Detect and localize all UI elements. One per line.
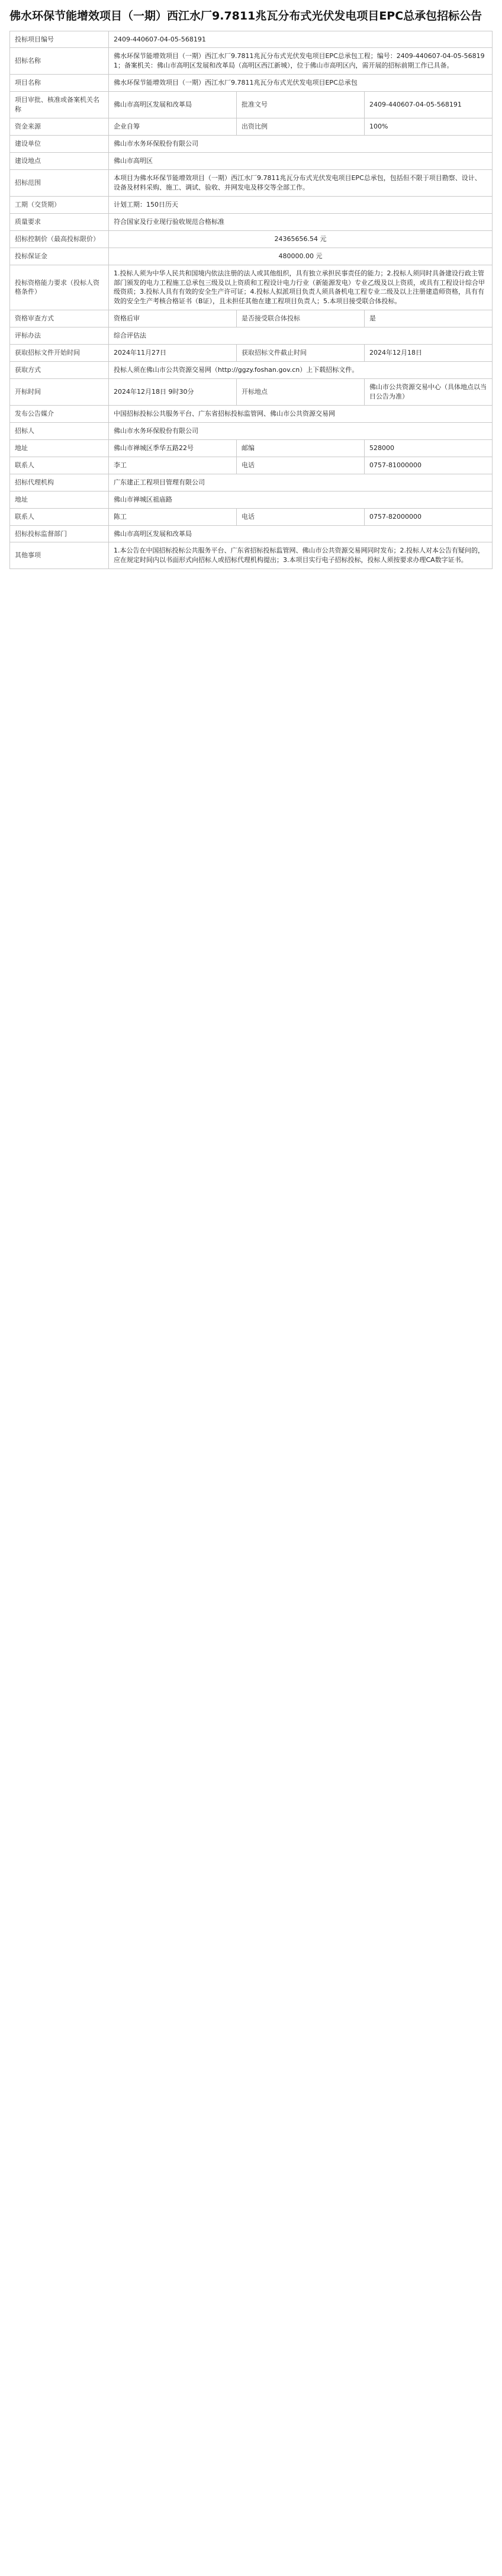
open-time-label: 开标时间 <box>10 379 109 406</box>
approval-label: 项目审批、核准或备案机关名称 <box>10 92 109 118</box>
owner-label: 建设单位 <box>10 136 109 153</box>
agency-label: 招标代理机构 <box>10 474 109 491</box>
tender-name-value: 佛水环保节能增效项目（一期）西江水厂9.7811兆瓦分布式光伏发电项目EPC总承包工程；编号：2409-440607-04-05-568191；备案机关：佛山市高明区发展和改革局（高明区西江新城），位于佛山市高明区内，需开展的招标前期工作已具备。 <box>109 48 493 75</box>
control-price-value: 24365656.54 元 <box>109 230 493 248</box>
owner-value: 佛山市水务环保股份有限公司 <box>109 136 493 153</box>
review-method-value: 资格后审 <box>109 310 237 327</box>
duration-value: 计划工期：150日历天 <box>109 196 493 213</box>
agency-value: 广东建正工程项目管理有限公司 <box>109 474 493 491</box>
approval-no-value: 2409-440607-04-05-568191 <box>365 92 493 118</box>
get-start-value: 2024年11月27日 <box>109 345 237 362</box>
get-start-label: 获取招标文件开始时间 <box>10 345 109 362</box>
quality-value: 符合国家及行业现行验收规范合格标准 <box>109 213 493 230</box>
agency-address-value: 佛山市禅城区祖庙路 <box>109 491 493 508</box>
review-method-label: 资格审查方式 <box>10 310 109 327</box>
agency-phone-label: 电话 <box>237 508 365 525</box>
project-name-label: 项目名称 <box>10 75 109 92</box>
deposit-value: 480000.00 元 <box>109 248 493 265</box>
fund-value: 企业自筹 <box>109 118 237 136</box>
publish-media-value: 中国招标投标公共服务平台、广东省招标投标监管网、佛山市公共资源交易网 <box>109 405 493 422</box>
publish-media-label: 发布公告媒介 <box>10 405 109 422</box>
supervise-value: 佛山市高明区发展和改革局 <box>109 525 493 542</box>
project-name-value: 佛水环保节能增效项目（一期）西江水厂9.7811兆瓦分布式光伏发电项目EPC总承包 <box>109 75 493 92</box>
deposit-label: 投标保证金 <box>10 248 109 265</box>
control-price-label: 招标控制价（最高投标限价） <box>10 230 109 248</box>
get-end-value: 2024年12月18日 <box>365 345 493 362</box>
get-way-value: 投标人须在佛山市公共资源交易网（http://ggzy.foshan.gov.cn）上下载招标文件。 <box>109 362 493 379</box>
project-code-label: 投标项目编号 <box>10 31 109 48</box>
agency-contact-label: 联系人 <box>10 508 109 525</box>
tender-phone-label: 电话 <box>237 457 365 474</box>
combo-label: 是否接受联合体投标 <box>237 310 365 327</box>
approval-no-label: 批准文号 <box>237 92 365 118</box>
tender-org-label: 招标人 <box>10 422 109 439</box>
open-place-label: 开标地点 <box>237 379 365 406</box>
tender-phone-value: 0757-81000000 <box>365 457 493 474</box>
evaluation-method-label: 评标办法 <box>10 327 109 345</box>
tender-address-value: 佛山市禅城区季华五路22号 <box>109 439 237 457</box>
agency-contact-value: 陈工 <box>109 508 237 525</box>
tender-contact-label: 联系人 <box>10 457 109 474</box>
footer-space <box>0 569 502 581</box>
open-time-value: 2024年12月18日 9时30分 <box>109 379 237 406</box>
announcement-table <box>9 31 493 570</box>
tender-name-label: 招标名称 <box>10 48 109 75</box>
location-value: 佛山市高明区 <box>109 153 493 170</box>
bid-qualification-label: 投标资格能力要求（投标人资格条件） <box>10 265 109 310</box>
fund-label: 资金来源 <box>10 118 109 136</box>
open-place-value: 佛山市公共资源交易中心（具体地点以当日公告为准） <box>365 379 493 406</box>
agency-address-label: 地址 <box>10 491 109 508</box>
quality-label: 质量要求 <box>10 213 109 230</box>
scope-label: 招标范围 <box>10 169 109 196</box>
scope-value: 本项目为佛水环保节能增效项目（一期）西江水厂9.7811兆瓦分布式光伏发电项目EPC总承包，包括但不限于项目勘察、设计、设备及材料采购、施工、调试、验收、并网发电及移交等全部工作。 <box>109 169 493 196</box>
evaluation-method-value: 综合评估法 <box>109 327 493 345</box>
duration-label: 工期（交货期） <box>10 196 109 213</box>
get-way-label: 获取方式 <box>10 362 109 379</box>
other-label: 其他事项 <box>10 542 109 569</box>
tender-zip-label: 邮编 <box>237 439 365 457</box>
tender-address-label: 地址 <box>10 439 109 457</box>
investor-label: 出资比例 <box>237 118 365 136</box>
page-title: 佛水环保节能增效项目（一期）西江水厂9.7811兆瓦分布式光伏发电项目EPC总承包招标公告 <box>9 9 482 23</box>
project-code-value: 2409-440607-04-05-568191 <box>109 31 493 48</box>
agency-phone-value: 0757-82000000 <box>365 508 493 525</box>
tender-contact-value: 李工 <box>109 457 237 474</box>
investor-value: 100% <box>365 118 493 136</box>
bid-qualification-value: 1.投标人须为中华人民共和国境内依法注册的法人或其他组织，具有独立承担民事责任的能力；2.投标人须同时具备建设行政主管部门颁发的电力工程施工总承包三级及以上资质和工程设计电力行业（新能源发电）专业乙级及以上资质，或具有工程设计综合甲级资质；3.投标人具有有效的安全生产许可证；4.投标人拟派项目负责人须具备机电工程专业二级及以上注册建造师资格，具有有效的安全生产考核合格证书（B证），且未担任其他在建工程项目负责人；5.本项目接受联合体投标。 <box>109 265 493 310</box>
supervise-label: 招标投标监督部门 <box>10 525 109 542</box>
combo-value: 是 <box>365 310 493 327</box>
approval-value: 佛山市高明区发展和改革局 <box>109 92 237 118</box>
tender-zip-value: 528000 <box>365 439 493 457</box>
get-end-label: 获取招标文件截止时间 <box>237 345 365 362</box>
tender-org-value: 佛山市水务环保股份有限公司 <box>109 422 493 439</box>
location-label: 建设地点 <box>10 153 109 170</box>
other-value: 1.本公告在中国招标投标公共服务平台、广东省招标投标监管网、佛山市公共资源交易网同时发布；2.投标人对本公告有疑问的，应在规定时间内以书面形式向招标人或招标代理机构提出；3.本项目实行电子招标投标，投标人须按要求办理CA数字证书。 <box>109 542 493 569</box>
